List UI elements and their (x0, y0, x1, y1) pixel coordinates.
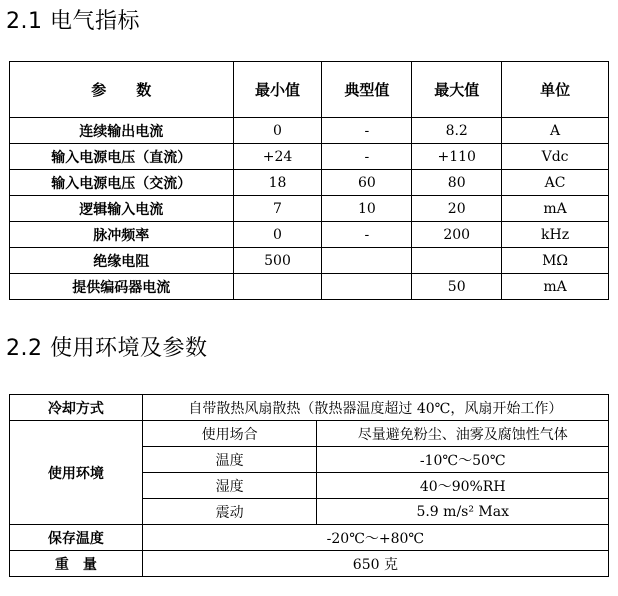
storage-label: 保存温度 (10, 525, 143, 551)
usage-value: 尽量避免粉尘、油雾及腐蚀性气体 (317, 421, 609, 447)
param-unit: AC (502, 170, 609, 196)
param-name: 逻辑输入电流 (10, 196, 234, 222)
cooling-label: 冷却方式 (10, 395, 143, 421)
param-name: 输入电源电压（直流） (10, 144, 234, 170)
header-typical: 典型值 (322, 62, 412, 118)
usage-item: 湿度 (142, 473, 317, 499)
environment-table (9, 394, 609, 577)
weight-label: 重 量 (10, 551, 143, 577)
param-name: 输入电源电压（交流） (10, 170, 234, 196)
usage-item: 使用场合 (142, 421, 317, 447)
param-unit: A (502, 118, 609, 144)
param-max: 50 (412, 274, 502, 300)
table-row (10, 248, 609, 274)
weight-value: 650 克 (142, 551, 608, 577)
table-row (10, 525, 609, 551)
param-min: +24 (233, 144, 322, 170)
param-typ (322, 274, 412, 300)
param-max: 8.2 (412, 118, 502, 144)
param-min: 0 (233, 222, 322, 248)
param-typ: 60 (322, 170, 412, 196)
param-name: 提供编码器电流 (10, 274, 234, 300)
param-max: 80 (412, 170, 502, 196)
param-max: +110 (412, 144, 502, 170)
param-name: 绝缘电阻 (10, 248, 234, 274)
header-parameter: 参 数 (10, 62, 234, 118)
param-name: 脉冲频率 (10, 222, 234, 248)
table-row (10, 421, 609, 447)
param-max: 20 (412, 196, 502, 222)
section-title-electrical: 2.1 电气指标 (6, 9, 140, 34)
usage-label: 使用环境 (10, 421, 143, 525)
table-row (10, 222, 609, 248)
param-min: 500 (233, 248, 322, 274)
usage-value: -10℃～50℃ (317, 447, 609, 473)
table-row (10, 274, 609, 300)
header-unit: 单位 (502, 62, 609, 118)
param-typ: - (322, 222, 412, 248)
param-unit: MΩ (502, 248, 609, 274)
electrical-spec-table (9, 61, 609, 300)
param-max (412, 248, 502, 274)
table-row (10, 144, 609, 170)
param-typ (322, 248, 412, 274)
table-row (10, 118, 609, 144)
usage-value: 5.9 m/s² Max (317, 499, 609, 525)
param-min: 7 (233, 196, 322, 222)
param-unit: mA (502, 196, 609, 222)
table-row (10, 196, 609, 222)
header-max: 最大值 (412, 62, 502, 118)
param-typ: - (322, 144, 412, 170)
section-title-environment: 2.2 使用环境及参数 (6, 336, 208, 361)
usage-item: 温度 (142, 447, 317, 473)
table-row (10, 170, 609, 196)
param-unit: kHz (502, 222, 609, 248)
param-unit: mA (502, 274, 609, 300)
param-min (233, 274, 322, 300)
table-row (10, 551, 609, 577)
param-name: 连续输出电流 (10, 118, 234, 144)
cooling-value: 自带散热风扇散热（散热器温度超过 40℃，风扇开始工作） (142, 395, 608, 421)
param-min: 18 (233, 170, 322, 196)
param-typ: - (322, 118, 412, 144)
usage-value: 40～90%RH (317, 473, 609, 499)
header-min: 最小值 (233, 62, 322, 118)
param-typ: 10 (322, 196, 412, 222)
param-max: 200 (412, 222, 502, 248)
storage-value: -20℃～+80℃ (142, 525, 608, 551)
usage-item: 震动 (142, 499, 317, 525)
param-min: 0 (233, 118, 322, 144)
param-unit: Vdc (502, 144, 609, 170)
table-header-row (10, 62, 609, 118)
table-row (10, 395, 609, 421)
